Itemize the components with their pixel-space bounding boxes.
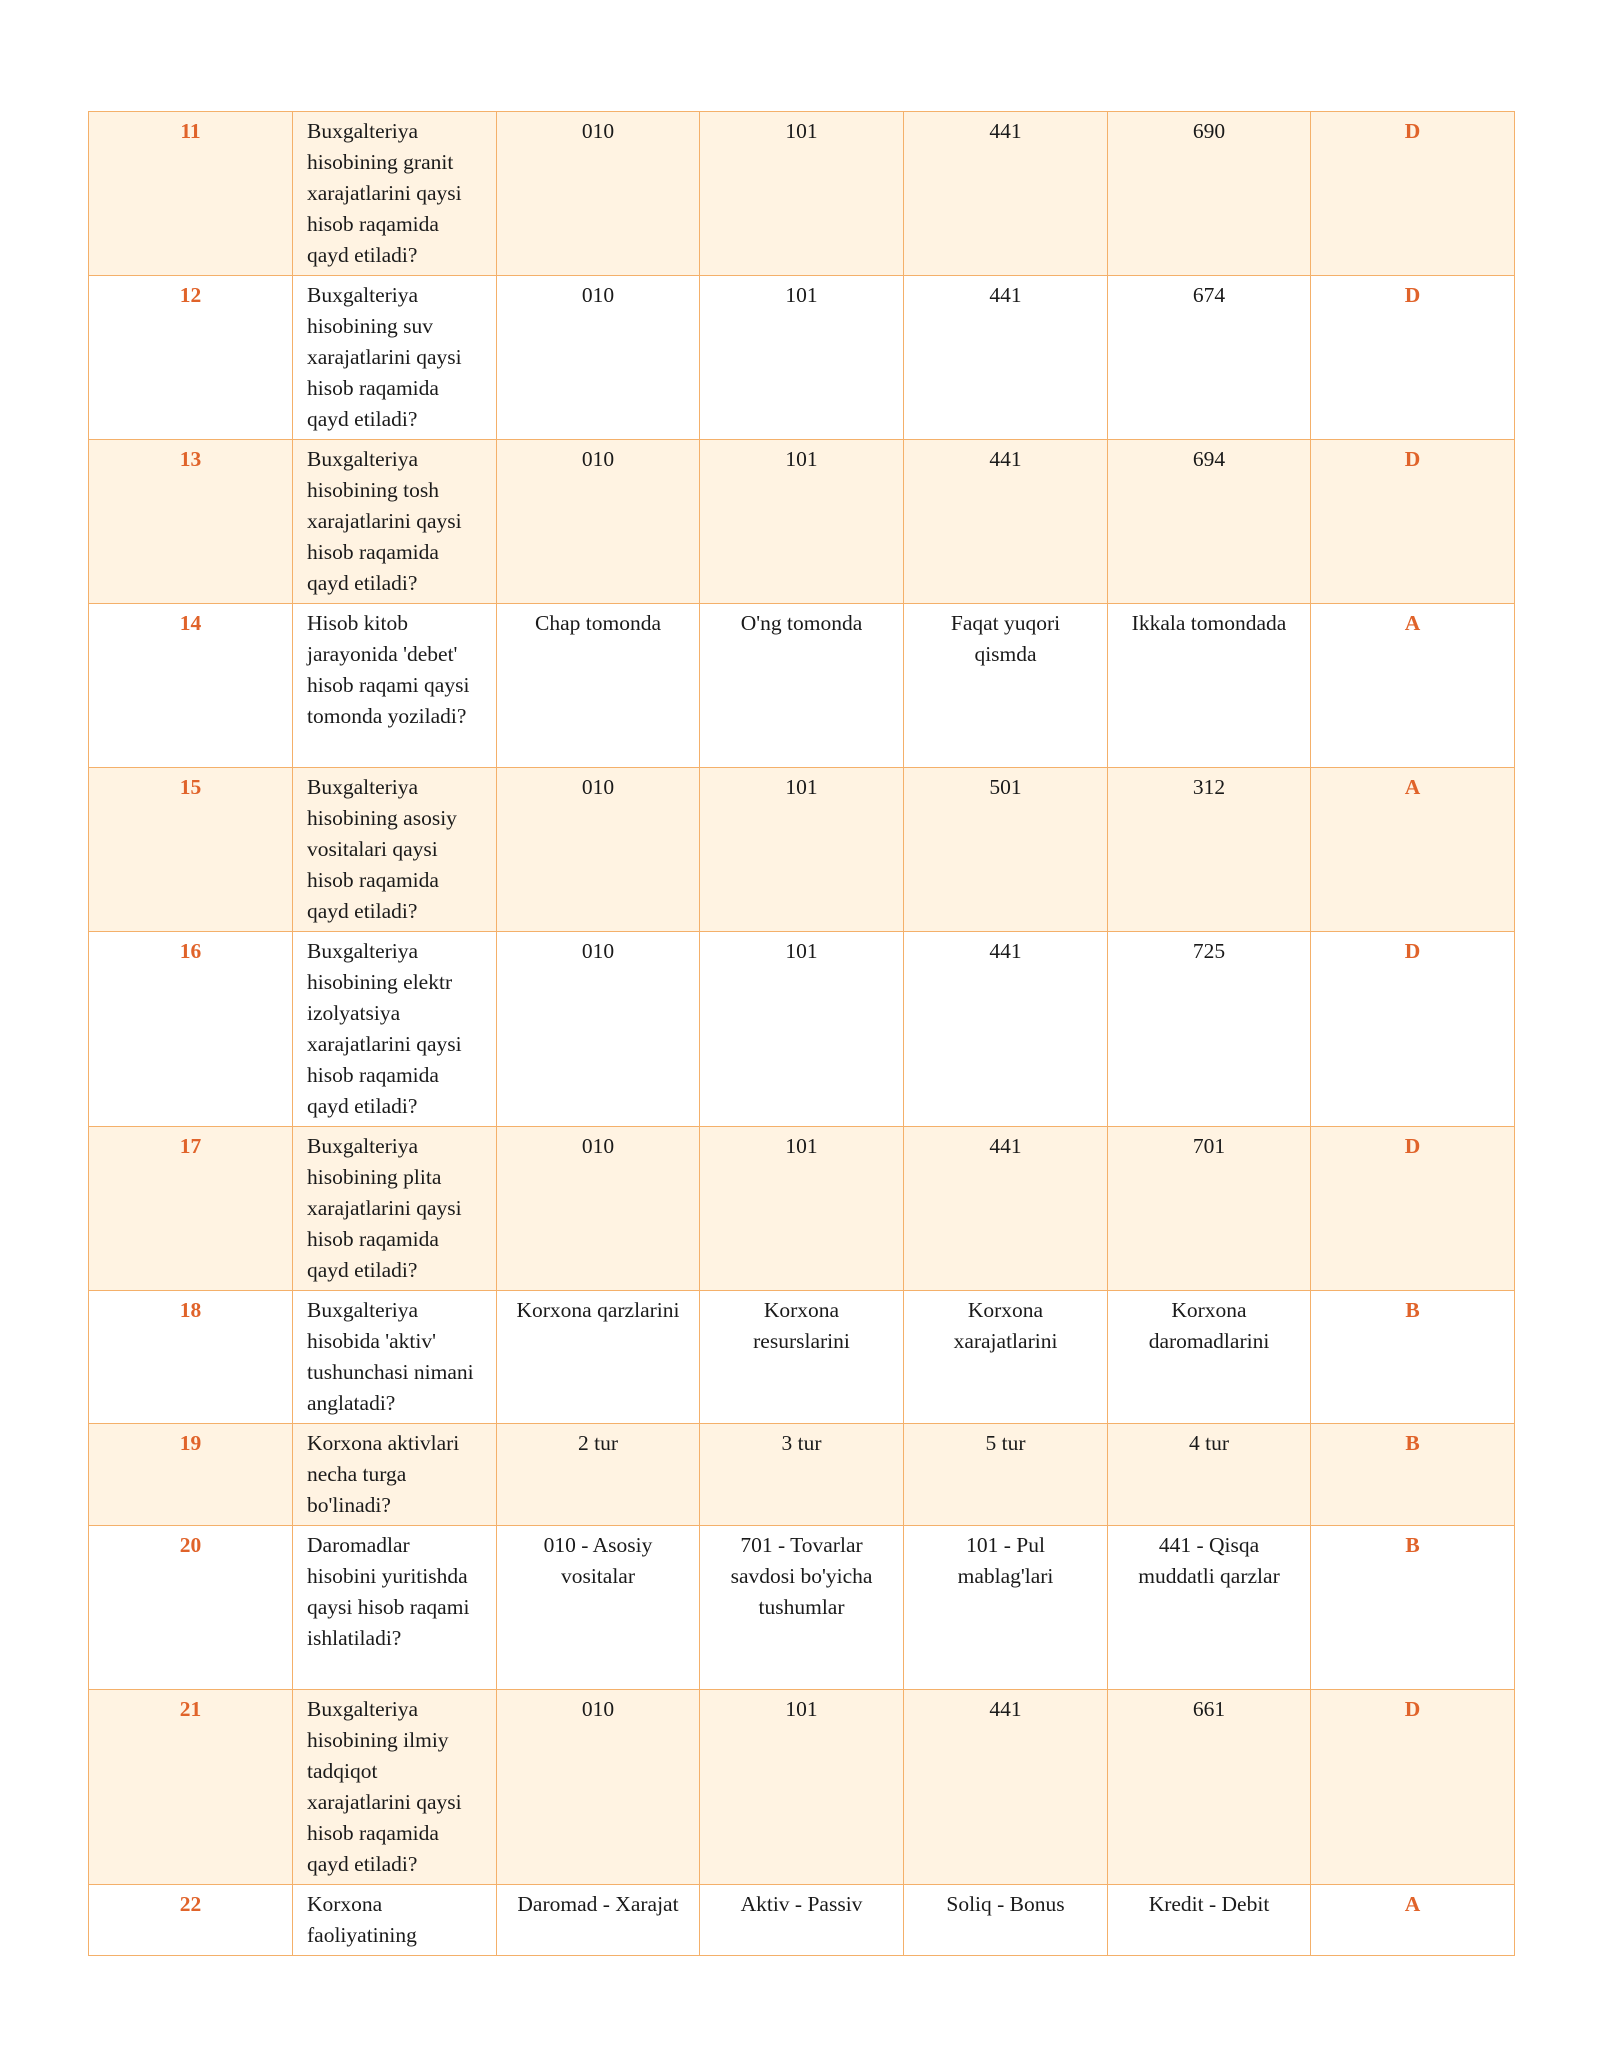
- question-text: Daromadlar hisobini yuritishda qaysi hisob raqami ishlatiladi?: [293, 1526, 497, 1690]
- option-b: 101: [700, 932, 904, 1127]
- option-a: 010: [497, 440, 700, 604]
- question-text: Buxgalteriya hisobida 'aktiv' tushunchasi nimani anglatadi?: [293, 1291, 497, 1424]
- option-a: 010: [497, 1690, 700, 1885]
- table-row: [89, 440, 1515, 604]
- question-text: Korxona faoliyatining: [293, 1885, 497, 1956]
- question-text: Buxgalteriya hisobining ilmiy tadqiqot xarajatlarini qaysi hisob raqamida qayd etiladi?: [293, 1690, 497, 1885]
- correct-answer: D: [1311, 276, 1515, 440]
- option-a: Korxona qarzlarini: [497, 1291, 700, 1424]
- option-b: Aktiv - Passiv: [700, 1885, 904, 1956]
- question-number: 18: [89, 1291, 293, 1424]
- option-b: 101: [700, 276, 904, 440]
- correct-answer: D: [1311, 1127, 1515, 1291]
- option-d: 694: [1108, 440, 1311, 604]
- option-c: 441: [904, 1690, 1108, 1885]
- question-number: 19: [89, 1424, 293, 1526]
- option-b: 101: [700, 1690, 904, 1885]
- option-d: Korxona daromadlarini: [1108, 1291, 1311, 1424]
- table-row: [89, 1424, 1515, 1526]
- question-text: Buxgalteriya hisobining tosh xarajatlarini qaysi hisob raqamida qayd etiladi?: [293, 440, 497, 604]
- correct-answer: A: [1311, 604, 1515, 768]
- question-text: Buxgalteriya hisobining suv xarajatlarini qaysi hisob raqamida qayd etiladi?: [293, 276, 497, 440]
- option-d: Kredit - Debit: [1108, 1885, 1311, 1956]
- option-b: Korxona resurslarini: [700, 1291, 904, 1424]
- quiz-table: [88, 111, 1515, 1956]
- question-number: 14: [89, 604, 293, 768]
- option-c: 101 - Pul mablag'lari: [904, 1526, 1108, 1690]
- option-b: 701 - Tovarlar savdosi bo'yicha tushumlar: [700, 1526, 904, 1690]
- option-c: 441: [904, 932, 1108, 1127]
- correct-answer: B: [1311, 1526, 1515, 1690]
- correct-answer: D: [1311, 112, 1515, 276]
- option-d: 661: [1108, 1690, 1311, 1885]
- question-number: 21: [89, 1690, 293, 1885]
- correct-answer: D: [1311, 932, 1515, 1127]
- table-row: [89, 604, 1515, 768]
- table-row: [89, 1885, 1515, 1956]
- option-d: 312: [1108, 768, 1311, 932]
- option-d: 674: [1108, 276, 1311, 440]
- correct-answer: D: [1311, 1690, 1515, 1885]
- table-row: [89, 932, 1515, 1127]
- table-row: [89, 1526, 1515, 1690]
- option-b: 101: [700, 440, 904, 604]
- option-c: 441: [904, 112, 1108, 276]
- question-number: 12: [89, 276, 293, 440]
- option-c: Soliq - Bonus: [904, 1885, 1108, 1956]
- option-d: 690: [1108, 112, 1311, 276]
- option-c: 5 tur: [904, 1424, 1108, 1526]
- question-number: 16: [89, 932, 293, 1127]
- option-d: 701: [1108, 1127, 1311, 1291]
- question-text: Hisob kitob jarayonida 'debet' hisob raqami qaysi tomonda yoziladi?: [293, 604, 497, 768]
- option-b: 101: [700, 768, 904, 932]
- table-row: [89, 276, 1515, 440]
- option-b: 101: [700, 112, 904, 276]
- question-text: Korxona aktivlari necha turga bo'linadi?: [293, 1424, 497, 1526]
- table-row: [89, 112, 1515, 276]
- option-d: Ikkala tomondada: [1108, 604, 1311, 768]
- table-row: [89, 1127, 1515, 1291]
- option-d: 441 - Qisqa muddatli qarzlar: [1108, 1526, 1311, 1690]
- option-b: 101: [700, 1127, 904, 1291]
- option-b: 3 tur: [700, 1424, 904, 1526]
- question-text: Buxgalteriya hisobining asosiy vositalari qaysi hisob raqamida qayd etiladi?: [293, 768, 497, 932]
- option-a: Daromad - Xarajat: [497, 1885, 700, 1956]
- correct-answer: D: [1311, 440, 1515, 604]
- question-text: Buxgalteriya hisobining elektr izolyatsiya xarajatlarini qaysi hisob raqamida qayd etiladi?: [293, 932, 497, 1127]
- option-a: 010: [497, 276, 700, 440]
- option-a: 010: [497, 768, 700, 932]
- option-c: 441: [904, 1127, 1108, 1291]
- option-b: O'ng tomonda: [700, 604, 904, 768]
- correct-answer: A: [1311, 768, 1515, 932]
- option-a: 010: [497, 1127, 700, 1291]
- option-c: Korxona xarajatlarini: [904, 1291, 1108, 1424]
- question-number: 22: [89, 1885, 293, 1956]
- option-d: 4 tur: [1108, 1424, 1311, 1526]
- quiz-table-body: [89, 112, 1515, 1956]
- correct-answer: A: [1311, 1885, 1515, 1956]
- question-text: Buxgalteriya hisobining granit xarajatlarini qaysi hisob raqamida qayd etiladi?: [293, 112, 497, 276]
- question-number: 15: [89, 768, 293, 932]
- question-text: Buxgalteriya hisobining plita xarajatlarini qaysi hisob raqamida qayd etiladi?: [293, 1127, 497, 1291]
- option-a: 010 - Asosiy vositalar: [497, 1526, 700, 1690]
- question-number: 13: [89, 440, 293, 604]
- correct-answer: B: [1311, 1424, 1515, 1526]
- option-a: 010: [497, 932, 700, 1127]
- question-number: 11: [89, 112, 293, 276]
- option-c: 501: [904, 768, 1108, 932]
- option-a: 010: [497, 112, 700, 276]
- question-number: 17: [89, 1127, 293, 1291]
- table-row: [89, 1291, 1515, 1424]
- option-c: 441: [904, 276, 1108, 440]
- option-c: 441: [904, 440, 1108, 604]
- option-a: 2 tur: [497, 1424, 700, 1526]
- question-number: 20: [89, 1526, 293, 1690]
- correct-answer: B: [1311, 1291, 1515, 1424]
- table-row: [89, 1690, 1515, 1885]
- table-row: [89, 768, 1515, 932]
- option-c: Faqat yuqori qismda: [904, 604, 1108, 768]
- option-a: Chap tomonda: [497, 604, 700, 768]
- option-d: 725: [1108, 932, 1311, 1127]
